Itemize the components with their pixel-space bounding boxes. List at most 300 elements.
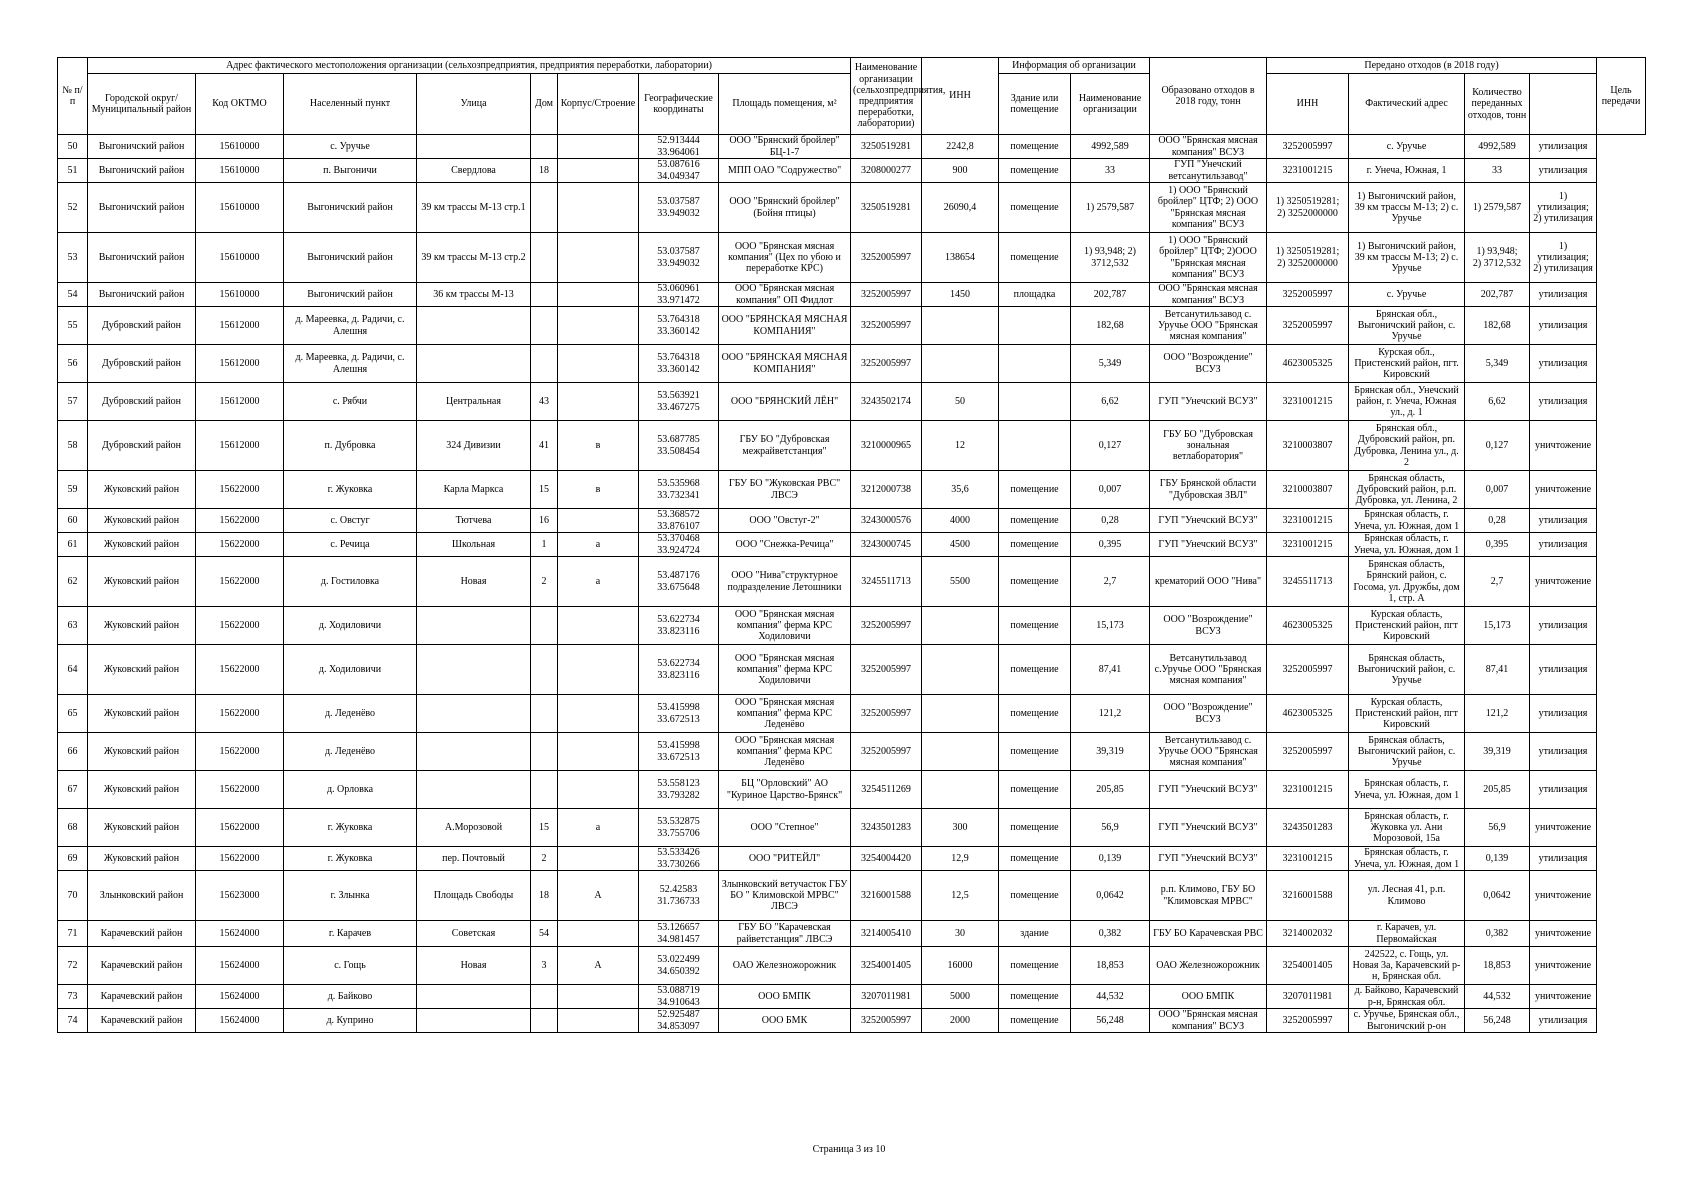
cell-street <box>417 771 531 809</box>
cell-recv-inn: 3243501283 <box>1267 809 1349 847</box>
cell-recv-inn: 1) 3250519281; 2) 3252000000 <box>1267 183 1349 233</box>
cell-recv-name: ООО "Возрождение" ВСУЗ <box>1150 345 1267 383</box>
cell-district: Жуковский район <box>88 733 196 771</box>
cell-building-type: помещение <box>999 509 1071 533</box>
cell-building-type: помещение <box>999 135 1071 159</box>
cell-building: а <box>558 557 639 607</box>
cell-recv-inn: 3252005997 <box>1267 645 1349 695</box>
cell-purpose: утилизация <box>1530 733 1597 771</box>
cell-org-name: ГБУ БО "Жуковская РВС" ЛВСЭ <box>719 471 851 509</box>
cell-house: 18 <box>531 159 558 183</box>
header-recv-qty: Количество переданных отходов, тонн <box>1465 74 1530 135</box>
cell-org-name: ООО "БРЯНСКАЯ МЯСНАЯ КОМПАНИЯ" <box>719 307 851 345</box>
cell-district: Дубровский район <box>88 383 196 421</box>
cell-coords: 53.558123 33.793282 <box>639 771 719 809</box>
cell-recv-address: Брянская обл., Унечский район, г. Унеча, Южная ул., д. 1 <box>1349 383 1465 421</box>
cell-num: 70 <box>58 871 88 921</box>
cell-building-type: помещение <box>999 557 1071 607</box>
cell-building-type: помещение <box>999 985 1071 1009</box>
cell-area: 2000 <box>922 1009 999 1033</box>
cell-building-type <box>999 421 1071 471</box>
cell-building-type: помещение <box>999 159 1071 183</box>
cell-purpose: утилизация <box>1530 135 1597 159</box>
cell-waste: 87,41 <box>1071 645 1150 695</box>
cell-district: Выгоничский район <box>88 183 196 233</box>
cell-waste: 4992,589 <box>1071 135 1150 159</box>
cell-recv-address: Курская область, Пристенский район, пгт Кировский <box>1349 695 1465 733</box>
cell-waste: 56,9 <box>1071 809 1150 847</box>
cell-house: 54 <box>531 921 558 947</box>
cell-building <box>558 383 639 421</box>
cell-org-name: ООО "Степное" <box>719 809 851 847</box>
header-oktmo: Код ОКТМО <box>196 74 284 135</box>
cell-settlement: г. Жуковка <box>284 471 417 509</box>
cell-settlement: д. Ходиловичи <box>284 645 417 695</box>
cell-building-type: помещение <box>999 871 1071 921</box>
cell-num: 66 <box>58 733 88 771</box>
header-inn: ИНН <box>922 58 999 135</box>
cell-coords: 53.060961 33.971472 <box>639 283 719 307</box>
cell-district: Карачевский район <box>88 985 196 1009</box>
cell-purpose: уничтожение <box>1530 557 1597 607</box>
cell-waste: 0,007 <box>1071 471 1150 509</box>
cell-district: Карачевский район <box>88 1009 196 1033</box>
header-street: Улица <box>417 74 531 135</box>
cell-building <box>558 847 639 871</box>
cell-oktmo: 15622000 <box>196 533 284 557</box>
cell-recv-inn: 3245511713 <box>1267 557 1349 607</box>
cell-recv-inn: 3207011981 <box>1267 985 1349 1009</box>
cell-building: а <box>558 809 639 847</box>
table-row <box>58 645 1646 695</box>
cell-district: Жуковский район <box>88 533 196 557</box>
cell-org-name: ООО "Брянская мясная компания" ферма КРС Леденёво <box>719 733 851 771</box>
cell-recv-name: 1) ООО "Брянский бройлер" ЦТФ; 2)ООО "Брянская мясная компания" ВСУЗ <box>1150 233 1267 283</box>
cell-area: 12,5 <box>922 871 999 921</box>
cell-street: 36 км трассы М-13 <box>417 283 531 307</box>
cell-purpose: утилизация <box>1530 159 1597 183</box>
cell-settlement: г. Злынка <box>284 871 417 921</box>
cell-org-name: ООО "Овстуг-2" <box>719 509 851 533</box>
cell-coords: 53.037587 33.949032 <box>639 233 719 283</box>
cell-recv-address: Брянская область, г. Унеча, ул. Южная, дом 1 <box>1349 847 1465 871</box>
cell-purpose: утилизация <box>1530 509 1597 533</box>
cell-street: 39 км трассы М-13 стр.1 <box>417 183 531 233</box>
cell-org-name: ООО БМПК <box>719 985 851 1009</box>
cell-recv-qty: 6,62 <box>1465 383 1530 421</box>
header-num: № п/п <box>58 58 88 135</box>
cell-building <box>558 1009 639 1033</box>
table-row <box>58 383 1646 421</box>
cell-recv-name: 1) ООО "Брянский бройлер" ЦТФ; 2) ООО "Брянская мясная компания" ВСУЗ <box>1150 183 1267 233</box>
cell-coords: 53.368572 33.876107 <box>639 509 719 533</box>
cell-area: 300 <box>922 809 999 847</box>
cell-waste: 0,139 <box>1071 847 1150 871</box>
cell-recv-name: ООО "Возрождение" ВСУЗ <box>1150 607 1267 645</box>
cell-recv-name: Ветсанутильзавод с. Уручье ООО "Брянская мясная компания" <box>1150 307 1267 345</box>
cell-district: Жуковский район <box>88 809 196 847</box>
cell-settlement: с. Гощь <box>284 947 417 985</box>
cell-building-type: помещение <box>999 809 1071 847</box>
cell-inn: 3245511713 <box>851 557 922 607</box>
cell-recv-qty: 18,853 <box>1465 947 1530 985</box>
cell-waste: 44,532 <box>1071 985 1150 1009</box>
header-area: Площадь помещения, м² <box>719 74 851 135</box>
cell-oktmo: 15622000 <box>196 809 284 847</box>
cell-oktmo: 15612000 <box>196 383 284 421</box>
cell-recv-qty: 202,787 <box>1465 283 1530 307</box>
cell-recv-qty: 56,9 <box>1465 809 1530 847</box>
cell-purpose: утилизация <box>1530 1009 1597 1033</box>
cell-recv-inn: 3252005997 <box>1267 135 1349 159</box>
cell-purpose: уничтожение <box>1530 985 1597 1009</box>
cell-num: 63 <box>58 607 88 645</box>
table-row <box>58 557 1646 607</box>
cell-waste: 2,7 <box>1071 557 1150 607</box>
cell-district: Жуковский район <box>88 847 196 871</box>
cell-org-name: ООО "РИТЕЙЛ" <box>719 847 851 871</box>
cell-street <box>417 645 531 695</box>
cell-oktmo: 15624000 <box>196 921 284 947</box>
cell-district: Выгоничский район <box>88 159 196 183</box>
cell-oktmo: 15622000 <box>196 557 284 607</box>
table-row <box>58 871 1646 921</box>
cell-recv-name: ГБУ Брянской области "Дубровская ЗВЛ" <box>1150 471 1267 509</box>
table-header <box>58 58 1646 135</box>
cell-inn: 3252005997 <box>851 645 922 695</box>
cell-purpose: утилизация <box>1530 383 1597 421</box>
cell-street <box>417 135 531 159</box>
cell-recv-inn: 4623005325 <box>1267 607 1349 645</box>
cell-building-type <box>999 345 1071 383</box>
cell-inn: 3208000277 <box>851 159 922 183</box>
cell-recv-address: 1) Выгоничский район, 39 км трассы М-13; 2) с. Уручье <box>1349 233 1465 283</box>
header-settlement: Населенный пункт <box>284 74 417 135</box>
table-row <box>58 985 1646 1009</box>
cell-area: 50 <box>922 383 999 421</box>
cell-house <box>531 733 558 771</box>
cell-recv-qty: 87,41 <box>1465 645 1530 695</box>
cell-area: 900 <box>922 159 999 183</box>
cell-building <box>558 771 639 809</box>
cell-building: А <box>558 871 639 921</box>
cell-settlement: д. Гостиловка <box>284 557 417 607</box>
cell-house <box>531 345 558 383</box>
cell-area: 30 <box>922 921 999 947</box>
cell-num: 71 <box>58 921 88 947</box>
cell-org-name: Злынковский ветучасток ГБУ БО " Климовской МРВС" ЛВСЭ <box>719 871 851 921</box>
cell-recv-address: г. Унеча, Южная, 1 <box>1349 159 1465 183</box>
cell-recv-inn: 3231001215 <box>1267 847 1349 871</box>
cell-building <box>558 183 639 233</box>
cell-oktmo: 15610000 <box>196 233 284 283</box>
cell-recv-inn: 3231001215 <box>1267 159 1349 183</box>
cell-building <box>558 283 639 307</box>
cell-inn: 3252005997 <box>851 283 922 307</box>
cell-inn: 3212000738 <box>851 471 922 509</box>
cell-recv-qty: 5,349 <box>1465 345 1530 383</box>
cell-building <box>558 607 639 645</box>
cell-num: 65 <box>58 695 88 733</box>
cell-inn: 3243000745 <box>851 533 922 557</box>
cell-recv-qty: 0,0642 <box>1465 871 1530 921</box>
cell-house: 18 <box>531 871 558 921</box>
cell-coords: 53.535968 33.732341 <box>639 471 719 509</box>
cell-recv-name: ООО "Брянская мясная компания" ВСУЗ <box>1150 283 1267 307</box>
cell-oktmo: 15624000 <box>196 947 284 985</box>
cell-recv-address: Брянская область, г. Жуковка ул. Ани Морозовой, 15а <box>1349 809 1465 847</box>
table-row <box>58 771 1646 809</box>
cell-oktmo: 15622000 <box>196 733 284 771</box>
table-row <box>58 607 1646 645</box>
cell-recv-address: Брянская область, г. Унеча, ул. Южная, дом 1 <box>1349 533 1465 557</box>
cell-recv-inn: 3216001588 <box>1267 871 1349 921</box>
cell-recv-address: г. Карачев, ул. Первомайская <box>1349 921 1465 947</box>
cell-org-name: МПП ОАО "Содружество" <box>719 159 851 183</box>
cell-building: а <box>558 533 639 557</box>
cell-house: 2 <box>531 557 558 607</box>
cell-recv-name: ГУП "Унечский ВСУЗ" <box>1150 809 1267 847</box>
cell-purpose: 1) утилизация; 2) утилизация <box>1530 183 1597 233</box>
cell-recv-qty: 2,7 <box>1465 557 1530 607</box>
cell-street: Школьная <box>417 533 531 557</box>
cell-recv-address: с. Уручье <box>1349 135 1465 159</box>
cell-recv-name: ОАО Железножорожник <box>1150 947 1267 985</box>
cell-waste: 0,382 <box>1071 921 1150 947</box>
cell-street: Новая <box>417 947 531 985</box>
cell-area: 138654 <box>922 233 999 283</box>
cell-area <box>922 695 999 733</box>
cell-district: Дубровский район <box>88 345 196 383</box>
table-row <box>58 159 1646 183</box>
cell-num: 69 <box>58 847 88 871</box>
cell-coords: 53.764318 33.360142 <box>639 345 719 383</box>
cell-num: 64 <box>58 645 88 695</box>
cell-waste: 6,62 <box>1071 383 1150 421</box>
cell-num: 74 <box>58 1009 88 1033</box>
cell-street: 324 Дивизии <box>417 421 531 471</box>
cell-house: 43 <box>531 383 558 421</box>
cell-purpose: уничтожение <box>1530 871 1597 921</box>
table-row <box>58 921 1646 947</box>
table-row <box>58 283 1646 307</box>
table-row <box>58 695 1646 733</box>
cell-waste: 39,319 <box>1071 733 1150 771</box>
cell-district: Карачевский район <box>88 947 196 985</box>
cell-recv-qty: 0,382 <box>1465 921 1530 947</box>
cell-recv-address: Курская обл., Пристенский район, пгт. Кировский <box>1349 345 1465 383</box>
cell-building <box>558 509 639 533</box>
cell-building-type: помещение <box>999 533 1071 557</box>
cell-street <box>417 733 531 771</box>
cell-district: Карачевский район <box>88 921 196 947</box>
cell-coords: 53.370468 33.924724 <box>639 533 719 557</box>
header-group-address: Адрес фактического местоположения организации (сельхозпредприятия, предприятия переработки, лаборатории) <box>88 58 851 74</box>
cell-recv-name: ООО "Возрождение" ВСУЗ <box>1150 695 1267 733</box>
cell-purpose: утилизация <box>1530 307 1597 345</box>
cell-recv-name: ГУП "Унечский ВСУЗ" <box>1150 533 1267 557</box>
cell-num: 61 <box>58 533 88 557</box>
cell-waste: 1) 93,948; 2) 3712,532 <box>1071 233 1150 283</box>
header-org-name: Наименование организации (сельхозпредприятия, предприятия переработки, лаборатории) <box>851 58 922 135</box>
cell-street: Карла Маркса <box>417 471 531 509</box>
cell-house <box>531 985 558 1009</box>
cell-street <box>417 307 531 345</box>
cell-building-type: здание <box>999 921 1071 947</box>
cell-district: Жуковский район <box>88 695 196 733</box>
cell-house: 2 <box>531 847 558 871</box>
cell-num: 72 <box>58 947 88 985</box>
cell-oktmo: 15612000 <box>196 307 284 345</box>
cell-house: 41 <box>531 421 558 471</box>
header-house: Дом <box>531 74 558 135</box>
cell-building <box>558 985 639 1009</box>
table-row <box>58 733 1646 771</box>
cell-recv-address: Брянская область, Дубровский район, р.п. Дубровка, ул. Ленина, 2 <box>1349 471 1465 509</box>
cell-recv-inn: 3210003807 <box>1267 421 1349 471</box>
cell-street <box>417 695 531 733</box>
table-row <box>58 1009 1646 1033</box>
cell-settlement: г. Жуковка <box>284 847 417 871</box>
cell-area <box>922 771 999 809</box>
cell-waste: 182,68 <box>1071 307 1150 345</box>
cell-num: 67 <box>58 771 88 809</box>
cell-settlement: д. Ходиловичи <box>284 607 417 645</box>
table-row <box>58 809 1646 847</box>
cell-street: Центральная <box>417 383 531 421</box>
cell-oktmo: 15622000 <box>196 607 284 645</box>
table-row <box>58 307 1646 345</box>
cell-building <box>558 159 639 183</box>
header-waste-generated: Образовано отходов в 2018 году, тонн <box>1150 58 1267 135</box>
cell-building-type: помещение <box>999 607 1071 645</box>
cell-recv-qty: 15,173 <box>1465 607 1530 645</box>
cell-settlement: с. Уручье <box>284 135 417 159</box>
cell-building <box>558 233 639 283</box>
cell-oktmo: 15610000 <box>196 159 284 183</box>
cell-area <box>922 607 999 645</box>
header-recv-name: Наименование организации <box>1071 74 1150 135</box>
cell-inn: 3243501283 <box>851 809 922 847</box>
cell-waste: 121,2 <box>1071 695 1150 733</box>
cell-settlement: с. Речица <box>284 533 417 557</box>
cell-purpose: утилизация <box>1530 345 1597 383</box>
cell-purpose: утилизация <box>1530 533 1597 557</box>
cell-recv-address: 242522, с. Гощь, ул. Новая 3а, Карачевский р-н, Брянская обл. <box>1349 947 1465 985</box>
cell-oktmo: 15622000 <box>196 509 284 533</box>
cell-num: 62 <box>58 557 88 607</box>
cell-recv-name: ООО БМПК <box>1150 985 1267 1009</box>
cell-district: Злынковский район <box>88 871 196 921</box>
document-sheet <box>57 57 1646 1033</box>
cell-house: 16 <box>531 509 558 533</box>
cell-recv-name: Ветсанутильзавод с.Уручье ООО "Брянская мясная компания" <box>1150 645 1267 695</box>
cell-district: Дубровский район <box>88 307 196 345</box>
cell-settlement: с. Овстуг <box>284 509 417 533</box>
cell-recv-address: с. Уручье <box>1349 283 1465 307</box>
cell-num: 68 <box>58 809 88 847</box>
cell-area: 1450 <box>922 283 999 307</box>
cell-num: 53 <box>58 233 88 283</box>
cell-num: 57 <box>58 383 88 421</box>
cell-recv-address: Брянская область, Выгоничский район, с. Уручье <box>1349 733 1465 771</box>
cell-inn: 3254511269 <box>851 771 922 809</box>
cell-settlement: с. Рябчи <box>284 383 417 421</box>
cell-recv-inn: 3231001215 <box>1267 509 1349 533</box>
cell-house: 15 <box>531 809 558 847</box>
cell-coords: 53.415998 33.672513 <box>639 695 719 733</box>
cell-recv-name: Ветсанутильзавод с. Уручье ООО "Брянская мясная компания" <box>1150 733 1267 771</box>
cell-recv-address: с. Уручье, Брянская обл., Выгоничский р-он <box>1349 1009 1465 1033</box>
cell-org-name: ООО "Снежка-Речица" <box>719 533 851 557</box>
cell-coords: 53.126657 34.981457 <box>639 921 719 947</box>
cell-purpose: уничтожение <box>1530 421 1597 471</box>
cell-street <box>417 345 531 383</box>
cell-recv-address: 1) Выгоничский район, 39 км трассы М-13; 2) с. Уручье <box>1349 183 1465 233</box>
cell-building-type: площадка <box>999 283 1071 307</box>
cell-street: пер. Почтовый <box>417 847 531 871</box>
cell-recv-name: ООО "Брянская мясная компания" ВСУЗ <box>1150 1009 1267 1033</box>
cell-org-name: ОАО Железножорожник <box>719 947 851 985</box>
cell-oktmo: 15622000 <box>196 847 284 871</box>
cell-inn: 3252005997 <box>851 1009 922 1033</box>
cell-num: 58 <box>58 421 88 471</box>
cell-building: А <box>558 947 639 985</box>
cell-recv-qty: 33 <box>1465 159 1530 183</box>
cell-waste: 0,127 <box>1071 421 1150 471</box>
cell-recv-qty: 1) 2579,587 <box>1465 183 1530 233</box>
cell-oktmo: 15610000 <box>196 183 284 233</box>
cell-house <box>531 283 558 307</box>
cell-recv-address: Курская область, Пристенский район, пгт Кировский <box>1349 607 1465 645</box>
cell-waste: 56,248 <box>1071 1009 1150 1033</box>
header-building: Корпус/Строение <box>558 74 639 135</box>
cell-settlement: Выгоничский район <box>284 183 417 233</box>
cell-recv-address: Брянская область, Брянский район, с. Госома, ул. Дружбы, дом 1, стр. А <box>1349 557 1465 607</box>
cell-district: Жуковский район <box>88 607 196 645</box>
cell-settlement: д. Мареевка, д. Радичи, с. Алешня <box>284 345 417 383</box>
cell-street: 39 км трассы М-13 стр.2 <box>417 233 531 283</box>
cell-inn: 3252005997 <box>851 233 922 283</box>
cell-oktmo: 15623000 <box>196 871 284 921</box>
cell-building <box>558 135 639 159</box>
cell-recv-qty: 0,395 <box>1465 533 1530 557</box>
cell-street <box>417 985 531 1009</box>
cell-recv-inn: 3231001215 <box>1267 383 1349 421</box>
cell-area: 2242,8 <box>922 135 999 159</box>
table-row <box>58 471 1646 509</box>
cell-inn: 3254001405 <box>851 947 922 985</box>
cell-settlement: п. Выгоничи <box>284 159 417 183</box>
cell-area: 4000 <box>922 509 999 533</box>
cell-org-name: ГБУ БО "Карачевская райветстанция" ЛВСЭ <box>719 921 851 947</box>
cell-recv-qty: 4992,589 <box>1465 135 1530 159</box>
cell-inn: 3250519281 <box>851 183 922 233</box>
cell-building-type: помещение <box>999 233 1071 283</box>
cell-building-type: помещение <box>999 695 1071 733</box>
cell-waste: 0,0642 <box>1071 871 1150 921</box>
cell-recv-qty: 39,319 <box>1465 733 1530 771</box>
table-row <box>58 233 1646 283</box>
cell-waste: 33 <box>1071 159 1150 183</box>
table-row <box>58 135 1646 159</box>
cell-building-type: помещение <box>999 471 1071 509</box>
cell-recv-inn: 3231001215 <box>1267 771 1349 809</box>
cell-recv-inn: 3214002032 <box>1267 921 1349 947</box>
cell-coords: 53.415998 33.672513 <box>639 733 719 771</box>
cell-house <box>531 607 558 645</box>
cell-settlement: д. Куприно <box>284 1009 417 1033</box>
